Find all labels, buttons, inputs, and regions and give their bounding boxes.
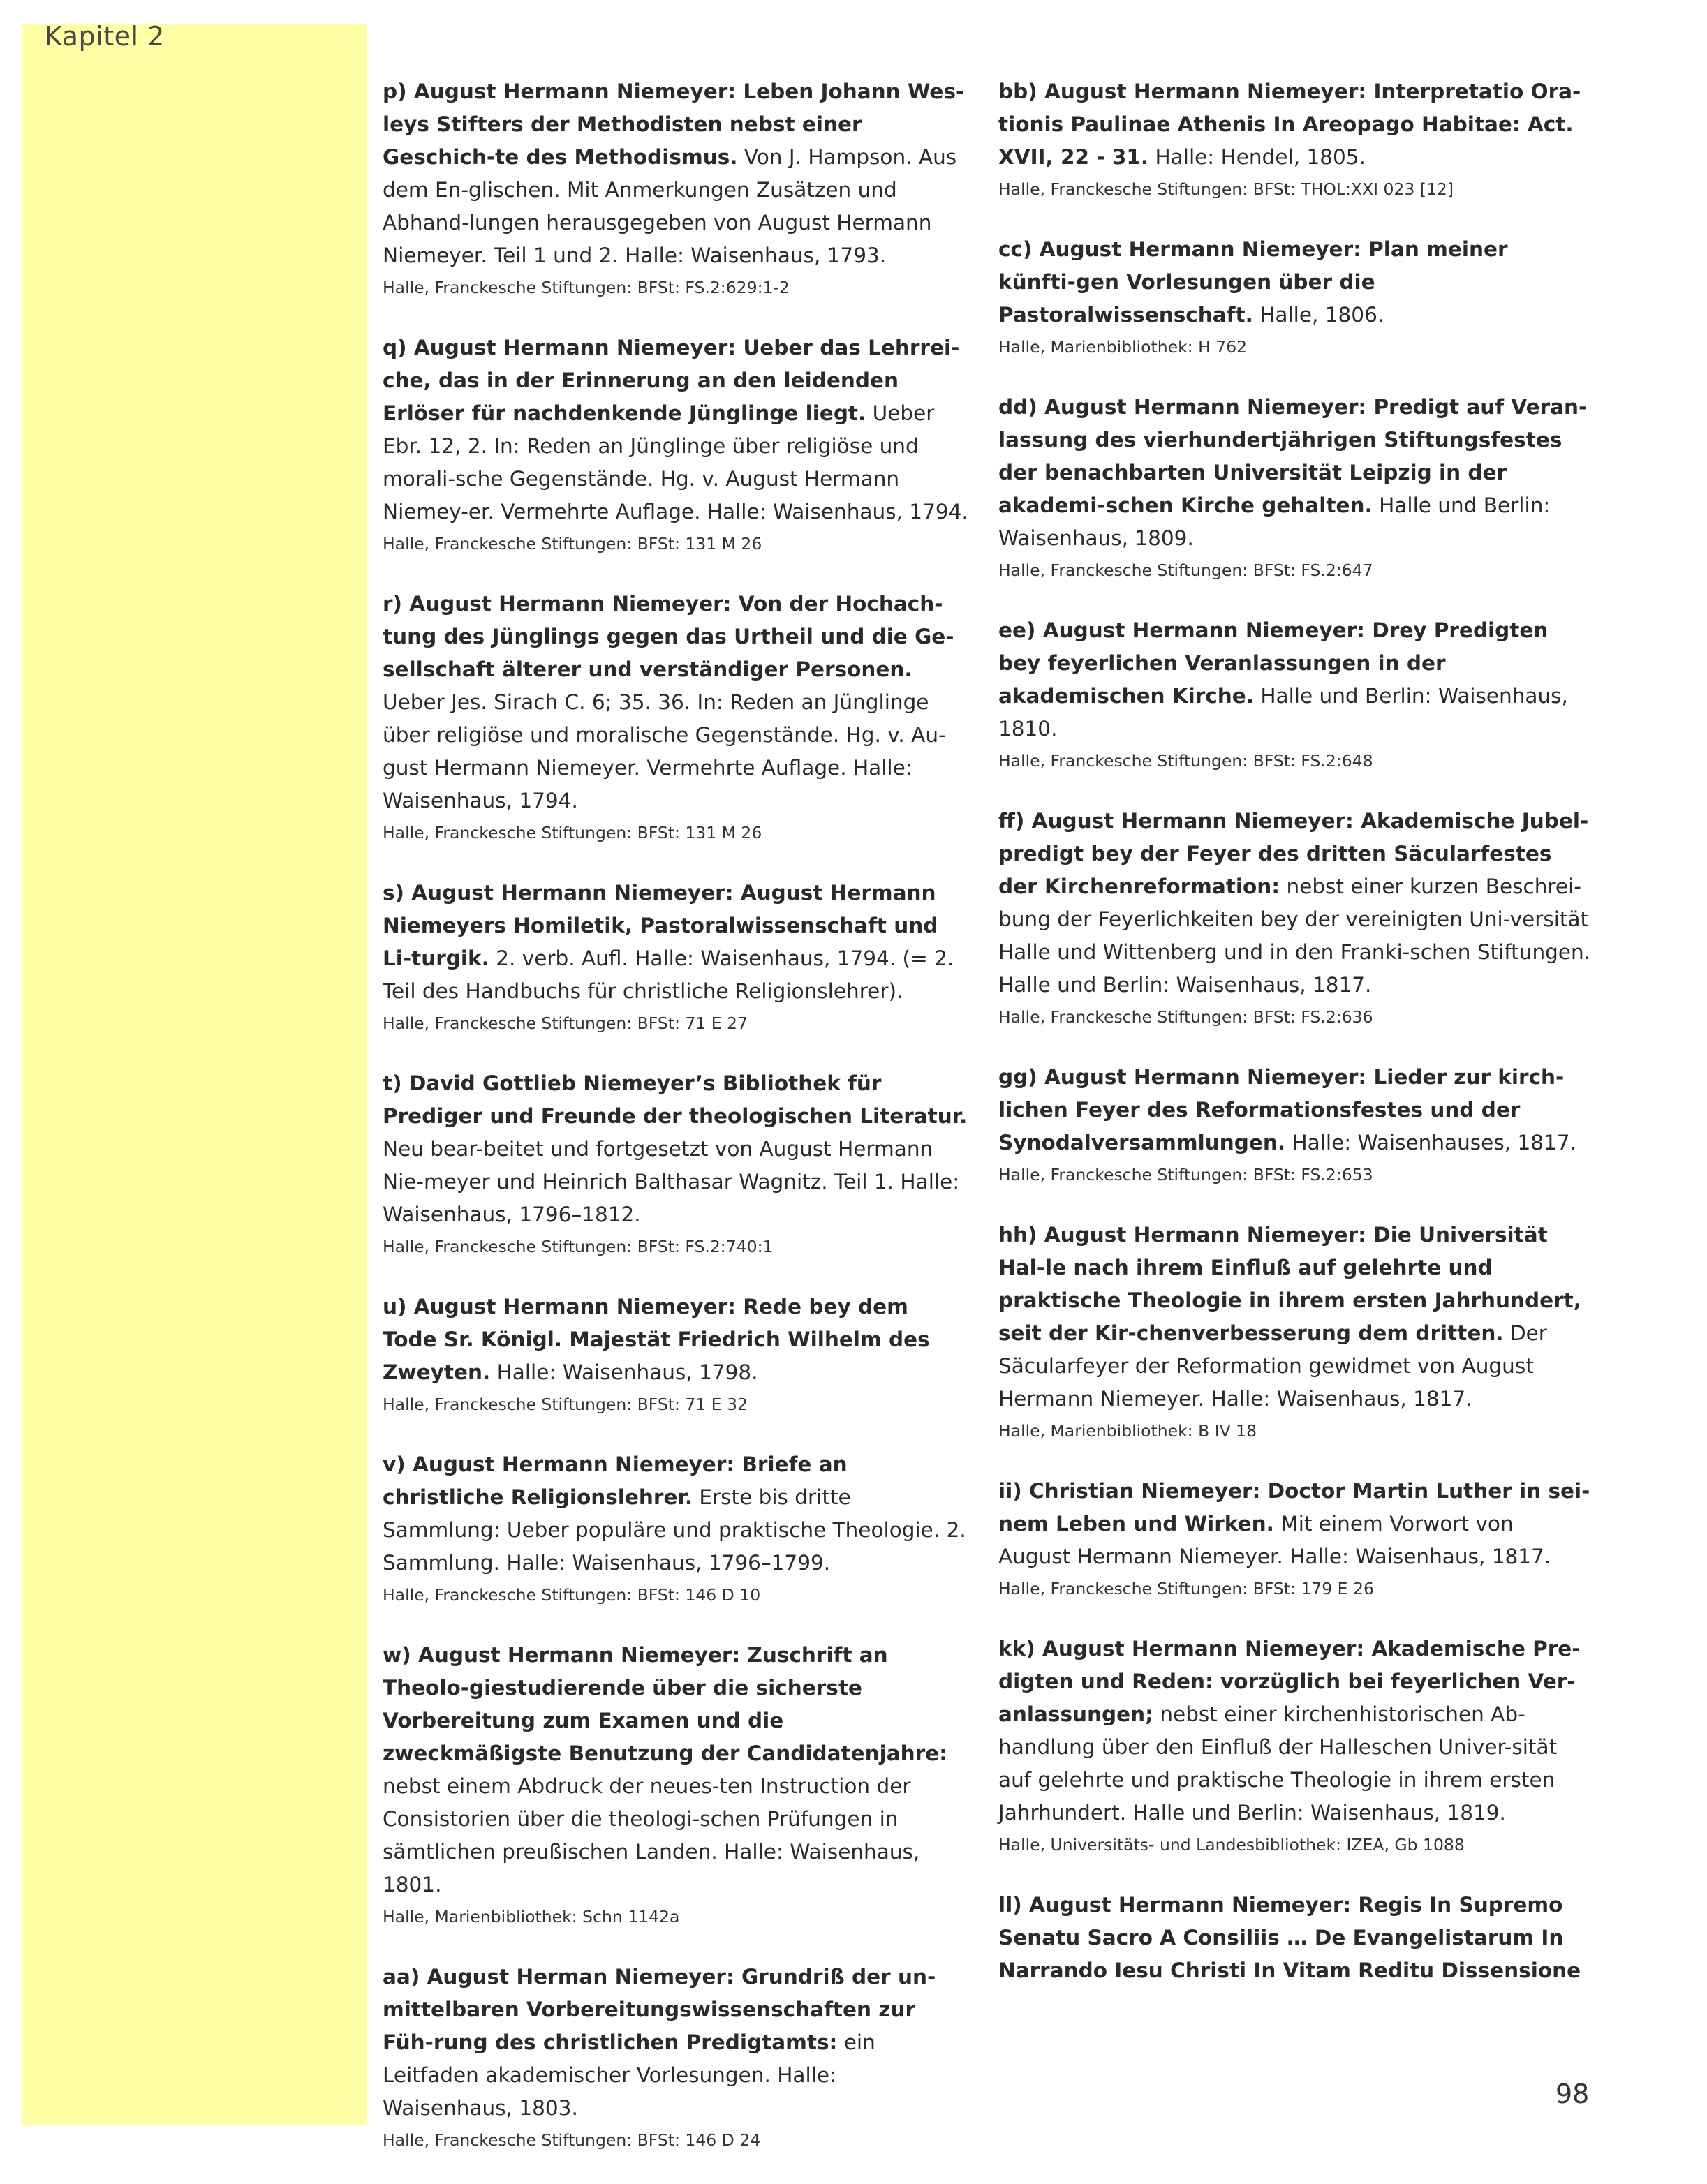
entry-shelfmark: Halle, Marienbibliothek: B IV 18: [998, 1421, 1257, 1441]
entry-citation: [383, 1067, 969, 1231]
bibliography-entry: [998, 1889, 1592, 1987]
entry-shelfmark: Halle, Franckesche Stiftungen: BFSt: 71 E 27: [383, 1013, 748, 1033]
entry-title: p) August Hermann Niemeyer: Leben Johann Wes-leys Stifters der Methodisten nebst einer Geschich-te des Methodismus.: [383, 80, 965, 169]
entry-citation: [998, 1475, 1592, 1573]
entry-details: nebst einer kurzen Beschrei-bung der Feyerlichkeiten bey der vereinigten Uni-versität Halle und Wittenberg und in den Franki-schen Stiftungen. Halle und Berlin: Waisenhaus, 1817.: [998, 875, 1591, 997]
bibliography-entry: [383, 877, 969, 1036]
entry-shelfmark: Halle, Franckesche Stiftungen: BFSt: 146 D 24: [383, 2130, 761, 2150]
chapter-sidebar: [22, 24, 367, 2125]
entry-shelfmark: Halle, Franckesche Stiftungen: BFSt: FS.2:653: [998, 1165, 1373, 1184]
bibliography-entry: [998, 1633, 1592, 1857]
entry-title: kk) August Hermann Niemeyer: Akademische Pre-digten und Reden: vorzüglich bei feyerlichen Ver-anlassungen;: [998, 1637, 1581, 1726]
entry-details: Mit einem Vorwort von August Hermann Niemeyer. Halle: Waisenhaus, 1817.: [998, 1512, 1551, 1568]
entry-details: ein Leitfaden akademischer Vorlesungen. Halle: Waisenhaus, 1803.: [383, 2030, 875, 2120]
entry-title: q) August Hermann Niemeyer: Ueber das Lehrrei-che, das in der Erinnerung an den leidenden Erlöser für nachdenkende Jünglinge liegt.: [383, 336, 960, 425]
entry-details: nebst einer kirchenhistorischen Ab-handlung über den Einfluß der Halleschen Univer-sität auf gelehrte und praktische Theologie in ihrem ersten Jahrhundert. Halle und Berlin: Waisenhaus, 1819.: [998, 1702, 1558, 1825]
entry-shelfmark: Halle, Franckesche Stiftungen: BFSt: FS.2:636: [998, 1007, 1373, 1027]
bibliography-entry: [998, 614, 1592, 773]
entry-citation: [383, 1639, 969, 1901]
entry-title: v) August Hermann Niemeyer: Briefe an christliche Religionslehrer.: [383, 1453, 848, 1509]
right-column: [998, 75, 1592, 2019]
entry-title: ll) August Hermann Niemeyer: Regis In Supremo Senatu Sacro A Consiliis … De Evangelistarum In Narrando Iesu Christi In Vitam Reditu Dissensione: [998, 1893, 1581, 1982]
entry-title: ii) Christian Niemeyer: Doctor Martin Luther in sei-nem Leben und Wirken.: [998, 1479, 1590, 1536]
entry-citation: [383, 1961, 969, 2125]
entry-details: Halle, 1806.: [1252, 303, 1384, 327]
entry-shelfmark: Halle, Franckesche Stiftungen: BFSt: 71 E 32: [383, 1395, 748, 1414]
entry-details: Ueber Ebr. 12, 2. In: Reden an Jünglinge über religiöse und morali-sche Gegenstände. Hg. v. August Hermann Niemey-er. Vermehrte Auflage. Halle: Waisenhaus, 1794.: [383, 401, 968, 523]
entry-title: t) David Gottlieb Niemeyer’s Bibliothek für Prediger und Freunde der theologischen Literatur.: [383, 1071, 968, 1128]
entry-details: 2. verb. Aufl. Halle: Waisenhaus, 1794. (= 2. Teil des Handbuchs für christliche Religionslehrer).: [383, 946, 954, 1003]
bibliography-entry: [383, 1067, 969, 1259]
bibliography-entry: [383, 332, 969, 556]
entry-details: Erste bis dritte Sammlung: Ueber populäre und praktische Theologie. 2. Sammlung. Halle: Waisenhaus, 1796–1799.: [383, 1485, 966, 1575]
entry-citation: [383, 588, 969, 817]
entry-details: Neu bear-beitet und fortgesetzt von August Hermann Nie-meyer und Heinrich Balthasar Wagnitz. Teil 1. Halle: Waisenhaus, 1796–1812.: [383, 1137, 960, 1226]
entry-citation: [383, 1448, 969, 1580]
bibliography-entry: [998, 75, 1592, 202]
entry-title: dd) August Hermann Niemeyer: Predigt auf Veran-lassung des vierhundertjährigen Stiftungsfestes der benachbarten Universität Leipzig in der akademi-schen Kirche gehalten.: [998, 395, 1588, 517]
bibliography-entry: [998, 233, 1592, 359]
entry-title: w) August Hermann Niemeyer: Zuschrift an Theolo-giestudierende über die sicherste Vorbereitung zum Examen und die zweckmäßigste Benutzung der Candidatenjahre:: [383, 1643, 947, 1765]
entry-title: hh) August Hermann Niemeyer: Die Universität Hal-le nach ihrem Einfluß auf gelehrte und praktische Theologie in ihrem ersten Jahrhundert, seit der Kir-chenverbesserung dem dritten.: [998, 1223, 1581, 1345]
entry-title: u) August Hermann Niemeyer: Rede bey dem Tode Sr. Königl. Majestät Friedrich Wilhelm des Zweyten.: [383, 1295, 930, 1384]
entry-title: r) August Hermann Niemeyer: Von der Hochach-tung des Jünglings gegen das Urtheil und die Ge-sellschaft älterer und verständiger Personen.: [383, 592, 954, 681]
bibliography-entry: [383, 1291, 969, 1417]
entry-shelfmark: Halle, Franckesche Stiftungen: BFSt: 131 M 26: [383, 823, 762, 842]
entry-citation: [998, 75, 1592, 174]
entry-title: s) August Hermann Niemeyer: August Hermann Niemeyers Homiletik, Pastoralwissenschaft und Li-turgik.: [383, 881, 938, 970]
entry-citation: [998, 233, 1592, 332]
entry-details: nebst einem Abdruck der neues-ten Instruction der Consistorien über die theologi-schen Prüfungen in sämtlichen preußischen Landen. Halle: Waisenhaus, 1801.: [383, 1774, 920, 1896]
entry-title: ee) August Hermann Niemeyer: Drey Predigten bey feyerlichen Veranlassungen in der akademischen Kirche.: [998, 618, 1549, 708]
entry-shelfmark: Halle, Franckesche Stiftungen: BFSt: THOL:XXI 023 [12]: [998, 179, 1454, 199]
bibliography-entry: [383, 1448, 969, 1607]
entry-details: Halle: Waisenhauses, 1817.: [1285, 1131, 1576, 1154]
entry-details: Der Säcularfeyer der Reformation gewidmet von August Hermann Niemeyer. Halle: Waisenhaus, 1817.: [998, 1321, 1547, 1411]
entry-details: Halle: Hendel, 1805.: [1148, 145, 1366, 169]
entry-title: gg) August Hermann Niemeyer: Lieder zur kirch-lichen Feyer des Reformationsfestes und der Synodalversammlungen.: [998, 1065, 1565, 1154]
page-number: 98: [1555, 2079, 1590, 2109]
entry-shelfmark: Halle, Marienbibliothek: H 762: [998, 337, 1248, 357]
entry-details: Halle: Waisenhaus, 1798.: [490, 1360, 758, 1384]
bibliography-entry: [998, 391, 1592, 583]
entry-shelfmark: Halle, Franckesche Stiftungen: BFSt: 179 E 26: [998, 1579, 1374, 1598]
entry-citation: [998, 1633, 1592, 1829]
bibliography-entry: [383, 1639, 969, 1929]
entry-citation: [383, 877, 969, 1008]
entry-citation: [998, 805, 1592, 1002]
left-column: [383, 75, 969, 2184]
entry-title: bb) August Hermann Niemeyer: Interpretatio Ora-tionis Paulinae Athenis In Areopago Habitae: Act. XVII, 22 - 31.: [998, 80, 1581, 169]
entry-shelfmark: Halle, Universitäts- und Landesbibliothek: IZEA, Gb 1088: [998, 1835, 1465, 1855]
entry-shelfmark: Halle, Franckesche Stiftungen: BFSt: FS.2:647: [998, 560, 1373, 580]
entry-shelfmark: Halle, Franckesche Stiftungen: BFSt: FS.2:648: [998, 751, 1373, 771]
entry-details: Von J. Hampson. Aus dem En-glischen. Mit Anmerkungen Zusätzen und Abhand-lungen herausgegeben von August Hermann Niemeyer. Teil 1 und 2. Halle: Waisenhaus, 1793.: [383, 145, 957, 267]
entry-citation: [998, 1889, 1592, 1987]
bibliography-entry: [998, 1219, 1592, 1443]
bibliography-entry: [383, 75, 969, 300]
entry-details: Halle und Berlin: Waisenhaus, 1809.: [998, 493, 1551, 550]
entry-citation: [998, 614, 1592, 745]
bibliography-entry: [383, 588, 969, 845]
entry-details: Halle und Berlin: Waisenhaus, 1810.: [998, 684, 1568, 741]
entry-citation: [998, 1061, 1592, 1159]
entry-citation: [998, 1219, 1592, 1416]
bibliography-entry: [383, 1961, 969, 2153]
entry-shelfmark: Halle, Franckesche Stiftungen: BFSt: 131 M 26: [383, 534, 762, 554]
entry-citation: [383, 332, 969, 528]
bibliography-entry: [998, 1475, 1592, 1601]
entry-details: Ueber Jes. Sirach C. 6; 35. 36. In: Reden an Jünglinge über religiöse und moralische Gegenstände. Hg. v. Au-gust Hermann Niemeyer. Vermehrte Auflage. Halle: Waisenhaus, 1794.: [383, 690, 946, 812]
entry-citation: [383, 1291, 969, 1389]
entry-citation: [383, 75, 969, 272]
entry-shelfmark: Halle, Franckesche Stiftungen: BFSt: FS.2:740:1: [383, 1237, 774, 1256]
bibliography-entry: [998, 805, 1592, 1030]
bibliography-entry: [998, 1061, 1592, 1187]
entry-shelfmark: Halle, Franckesche Stiftungen: BFSt: 146 D 10: [383, 1585, 761, 1605]
chapter-label: Kapitel 2: [45, 21, 165, 52]
entry-shelfmark: Halle, Marienbibliothek: Schn 1142a: [383, 1907, 680, 1926]
entry-title: cc) August Hermann Niemeyer: Plan meiner künfti-gen Vorlesungen über die Pastoralwissenschaft.: [998, 237, 1508, 327]
entry-title: aa) August Herman Niemeyer: Grundriß der un-mittelbaren Vorbereitungswissenschaften zur Füh-rung des christlichen Predigtamts:: [383, 1965, 936, 2054]
entry-shelfmark: Halle, Franckesche Stiftungen: BFSt: FS.2:629:1-2: [383, 278, 790, 297]
entry-citation: [998, 391, 1592, 555]
entry-title: ff) August Hermann Niemeyer: Akademische Jubel-predigt bey der Feyer des dritten Säcularfestes der Kirchenreformation:: [998, 809, 1589, 898]
